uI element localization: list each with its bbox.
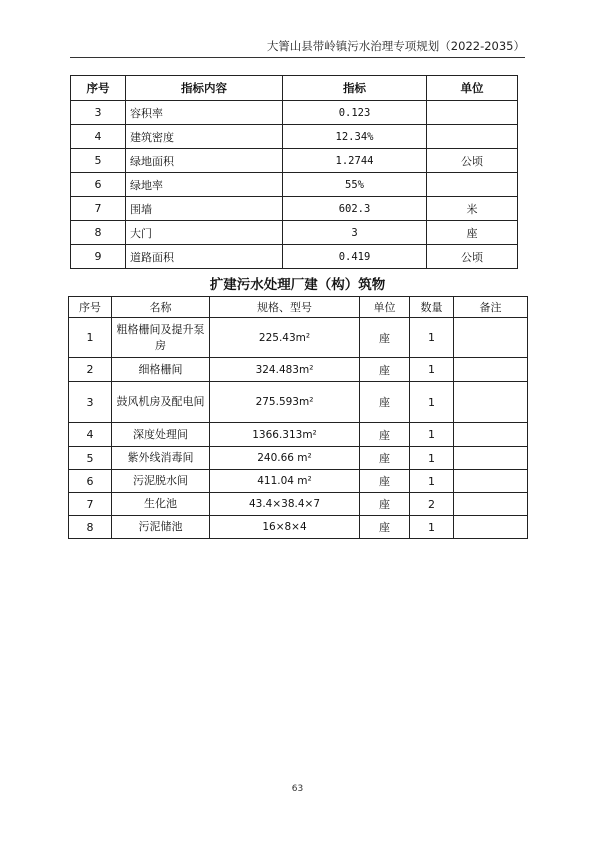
- table-row: [71, 101, 518, 125]
- table-cell: 座: [360, 318, 410, 358]
- table-cell: 1: [410, 358, 454, 382]
- table-cell: 容积率: [126, 101, 283, 125]
- table-cell: 1: [69, 318, 112, 358]
- table-cell: 9: [71, 245, 126, 269]
- table-cell: [454, 493, 528, 516]
- table-cell: 0.123: [283, 101, 427, 125]
- table-cell: [427, 125, 518, 149]
- table-cell: 1: [410, 447, 454, 470]
- column-header: 规格、型号: [210, 297, 360, 318]
- table-cell: 275.593m²: [210, 382, 360, 423]
- column-header: 单位: [427, 76, 518, 101]
- table-cell: 生化池: [112, 493, 210, 516]
- table-header-row: [71, 76, 518, 101]
- table-cell: 8: [69, 516, 112, 539]
- table-cell: 3: [69, 382, 112, 423]
- table-cell: 座: [360, 516, 410, 539]
- table-cell: 4: [71, 125, 126, 149]
- column-header: 指标内容: [126, 76, 283, 101]
- table-cell: 240.66 m²: [210, 447, 360, 470]
- table-cell: 7: [71, 197, 126, 221]
- page-number: 63: [291, 784, 304, 794]
- table-row: [71, 173, 518, 197]
- table-cell: [454, 382, 528, 423]
- table-row: [69, 493, 528, 516]
- column-header: 序号: [69, 297, 112, 318]
- table-cell: 绿地面积: [126, 149, 283, 173]
- table-cell: 道路面积: [126, 245, 283, 269]
- table-row: [69, 318, 528, 358]
- table-cell: 1: [410, 318, 454, 358]
- table-cell: 3: [283, 221, 427, 245]
- table-cell: [454, 470, 528, 493]
- table-cell: 5: [71, 149, 126, 173]
- table-cell: [427, 173, 518, 197]
- column-header: 指标: [283, 76, 427, 101]
- table-cell: 公顷: [427, 149, 518, 173]
- header-divider: [70, 57, 525, 58]
- table-cell: 座: [360, 447, 410, 470]
- table-header-row: [69, 297, 528, 318]
- table-row: [71, 149, 518, 173]
- table-cell: 43.4×38.4×7: [210, 493, 360, 516]
- column-header: 序号: [71, 76, 126, 101]
- table-cell: 4: [69, 423, 112, 447]
- table-cell: 411.04 m²: [210, 470, 360, 493]
- table-cell: [454, 516, 528, 539]
- table-cell: 6: [69, 470, 112, 493]
- table-cell: 2: [69, 358, 112, 382]
- table-cell: 16×8×4: [210, 516, 360, 539]
- page-header: 大箐山县带岭镇污水治理专项规划（2022-2035）: [266, 39, 525, 53]
- column-header: 备注: [454, 297, 528, 318]
- table-row: [71, 221, 518, 245]
- table-cell: 602.3: [283, 197, 427, 221]
- table-cell: 座: [427, 221, 518, 245]
- column-header: 数量: [410, 297, 454, 318]
- table-cell: 建筑密度: [126, 125, 283, 149]
- table-cell: 污泥脱水间: [112, 470, 210, 493]
- table-cell: 座: [360, 382, 410, 423]
- table-row: [69, 470, 528, 493]
- table-cell: 8: [71, 221, 126, 245]
- table-row: [71, 245, 518, 269]
- table-cell: 大门: [126, 221, 283, 245]
- table-cell: 公顷: [427, 245, 518, 269]
- table-cell: 1: [410, 382, 454, 423]
- table-cell: 米: [427, 197, 518, 221]
- column-header: 名称: [112, 297, 210, 318]
- table-cell: 3: [71, 101, 126, 125]
- table-cell: 鼓风机房及配电间: [112, 382, 210, 423]
- table-cell: 55%: [283, 173, 427, 197]
- table-cell: 5: [69, 447, 112, 470]
- table-cell: 座: [360, 493, 410, 516]
- table-cell: 1.2744: [283, 149, 427, 173]
- table-cell: 座: [360, 470, 410, 493]
- structures-table: [68, 296, 528, 539]
- table-cell: 细格栅间: [112, 358, 210, 382]
- column-header: 单位: [360, 297, 410, 318]
- table-cell: 1366.313m²: [210, 423, 360, 447]
- table-cell: 紫外线消毒间: [112, 447, 210, 470]
- table-row: [71, 125, 518, 149]
- table-cell: 座: [360, 423, 410, 447]
- table-cell: 7: [69, 493, 112, 516]
- table-cell: 1: [410, 470, 454, 493]
- table-cell: 座: [360, 358, 410, 382]
- table-cell: 0.419: [283, 245, 427, 269]
- table-cell: [454, 318, 528, 358]
- table-row: [69, 516, 528, 539]
- table-row: [69, 447, 528, 470]
- table-cell: 1: [410, 423, 454, 447]
- table-cell: [454, 358, 528, 382]
- section-title: 扩建污水处理厂建（构）筑物: [209, 277, 386, 293]
- table-cell: [454, 423, 528, 447]
- table-cell: [454, 447, 528, 470]
- table-row: [69, 423, 528, 447]
- table-cell: 粗格栅间及提升泵房: [112, 318, 210, 358]
- indicator-table: [70, 75, 518, 269]
- table-cell: 2: [410, 493, 454, 516]
- table-row: [71, 197, 518, 221]
- table-cell: 污泥储池: [112, 516, 210, 539]
- table-row: [69, 358, 528, 382]
- table-cell: [427, 101, 518, 125]
- table-row: [69, 382, 528, 423]
- table-cell: 6: [71, 173, 126, 197]
- table-cell: 深度处理间: [112, 423, 210, 447]
- table-cell: 225.43m²: [210, 318, 360, 358]
- table-cell: 绿地率: [126, 173, 283, 197]
- table-cell: 12.34%: [283, 125, 427, 149]
- table-cell: 1: [410, 516, 454, 539]
- table-cell: 围墙: [126, 197, 283, 221]
- table-cell: 324.483m²: [210, 358, 360, 382]
